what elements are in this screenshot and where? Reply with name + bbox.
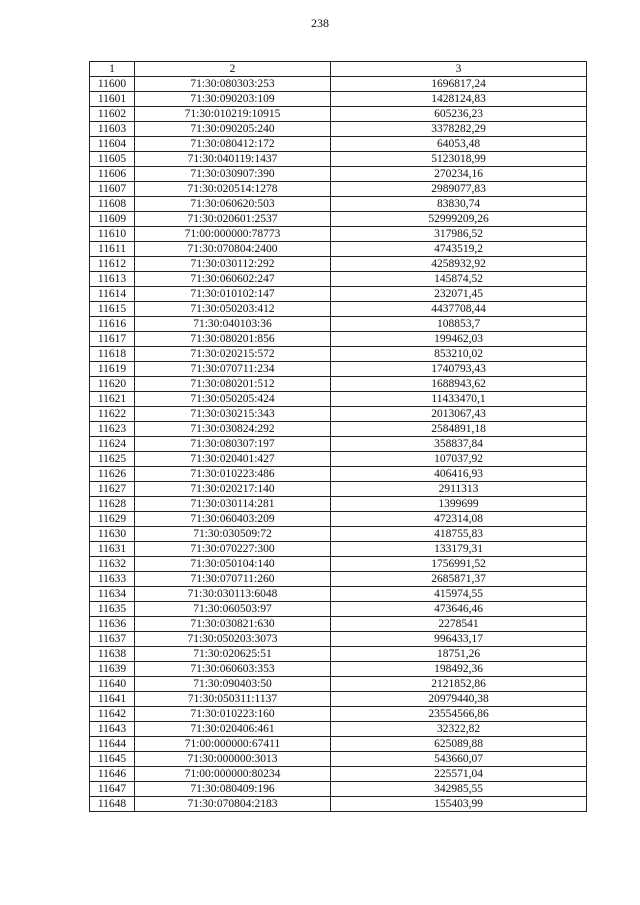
table-row (90, 437, 587, 452)
cadastral-number-cell: 71:30:070711:260 (135, 572, 331, 587)
table-row (90, 797, 587, 812)
table-row (90, 677, 587, 692)
table-row (90, 617, 587, 632)
row-number-cell: 11604 (90, 137, 135, 152)
value-cell: 2989077,83 (331, 182, 587, 197)
table-row (90, 407, 587, 422)
value-cell: 145874,52 (331, 272, 587, 287)
cadastral-number-cell: 71:30:070711:234 (135, 362, 331, 377)
value-cell: 20979440,38 (331, 692, 587, 707)
row-number-cell: 11641 (90, 692, 135, 707)
row-number-cell: 11632 (90, 557, 135, 572)
cadastral-number-cell: 71:30:040119:1437 (135, 152, 331, 167)
row-number-cell: 11618 (90, 347, 135, 362)
value-cell: 418755,83 (331, 527, 587, 542)
table-row (90, 662, 587, 677)
value-cell: 543660,07 (331, 752, 587, 767)
value-cell: 108853,7 (331, 317, 587, 332)
table-row (90, 332, 587, 347)
value-cell: 1756991,52 (331, 557, 587, 572)
table-row (90, 482, 587, 497)
cadastral-number-cell: 71:30:060503:97 (135, 602, 331, 617)
row-number-cell: 11613 (90, 272, 135, 287)
table-row (90, 92, 587, 107)
row-number-cell: 11625 (90, 452, 135, 467)
cadastral-number-cell: 71:30:080409:196 (135, 782, 331, 797)
table-row (90, 512, 587, 527)
table-row (90, 527, 587, 542)
value-cell: 2278541 (331, 617, 587, 632)
row-number-cell: 11606 (90, 167, 135, 182)
value-cell: 32322,82 (331, 722, 587, 737)
row-number-cell: 11610 (90, 227, 135, 242)
table-row (90, 692, 587, 707)
row-number-cell: 11607 (90, 182, 135, 197)
table-row (90, 752, 587, 767)
row-number-cell: 11623 (90, 422, 135, 437)
column-header: 1 (90, 62, 135, 77)
cadastral-number-cell: 71:30:090205:240 (135, 122, 331, 137)
table-row (90, 587, 587, 602)
row-number-cell: 11615 (90, 302, 135, 317)
row-number-cell: 11636 (90, 617, 135, 632)
table-row (90, 272, 587, 287)
value-cell: 625089,88 (331, 737, 587, 752)
cadastral-number-cell: 71:30:070804:2183 (135, 797, 331, 812)
column-header: 2 (135, 62, 331, 77)
cadastral-number-cell: 71:30:080412:172 (135, 137, 331, 152)
row-number-cell: 11601 (90, 92, 135, 107)
cadastral-number-cell: 71:30:050104:140 (135, 557, 331, 572)
cadastral-number-cell: 71:30:060602:247 (135, 272, 331, 287)
cadastral-number-cell: 71:30:080201:856 (135, 332, 331, 347)
row-number-cell: 11648 (90, 797, 135, 812)
row-number-cell: 11640 (90, 677, 135, 692)
value-cell: 996433,17 (331, 632, 587, 647)
row-number-cell: 11614 (90, 287, 135, 302)
table-row (90, 242, 587, 257)
cadastral-number-cell: 71:30:020625:51 (135, 647, 331, 662)
table-row (90, 467, 587, 482)
value-cell: 2584891,18 (331, 422, 587, 437)
cadastral-number-cell: 71:00:000000:67411 (135, 737, 331, 752)
table-row (90, 362, 587, 377)
cadastral-number-cell: 71:30:020601:2537 (135, 212, 331, 227)
cadastral-number-cell: 71:30:020406:461 (135, 722, 331, 737)
row-number-cell: 11627 (90, 482, 135, 497)
row-number-cell: 11635 (90, 602, 135, 617)
value-cell: 155403,99 (331, 797, 587, 812)
value-cell: 52999209,26 (331, 212, 587, 227)
value-cell: 83830,74 (331, 197, 587, 212)
cadastral-number-cell: 71:30:030114:281 (135, 497, 331, 512)
cadastral-number-cell: 71:30:050203:412 (135, 302, 331, 317)
row-number-cell: 11600 (90, 77, 135, 92)
table-row (90, 122, 587, 137)
table-row (90, 257, 587, 272)
table-row (90, 302, 587, 317)
table-row (90, 557, 587, 572)
row-number-cell: 11642 (90, 707, 135, 722)
column-header: 3 (331, 62, 587, 77)
table-row (90, 182, 587, 197)
value-cell: 473646,46 (331, 602, 587, 617)
row-number-cell: 11644 (90, 737, 135, 752)
value-cell: 199462,03 (331, 332, 587, 347)
cadastral-number-cell: 71:30:010223:486 (135, 467, 331, 482)
row-number-cell: 11633 (90, 572, 135, 587)
row-number-cell: 11608 (90, 197, 135, 212)
row-number-cell: 11626 (90, 467, 135, 482)
cadastral-number-cell: 71:30:000000:3013 (135, 752, 331, 767)
row-number-cell: 11637 (90, 632, 135, 647)
cadastral-number-cell: 71:30:010219:10915 (135, 107, 331, 122)
cadastral-number-cell: 71:30:040103:36 (135, 317, 331, 332)
table-row (90, 737, 587, 752)
value-cell: 342985,55 (331, 782, 587, 797)
cadastral-number-cell: 71:00:000000:80234 (135, 767, 331, 782)
table-row (90, 767, 587, 782)
cadastral-number-cell: 71:30:090203:109 (135, 92, 331, 107)
row-number-cell: 11639 (90, 662, 135, 677)
cadastral-number-cell: 71:30:030824:292 (135, 422, 331, 437)
cadastral-number-cell: 71:30:060620:503 (135, 197, 331, 212)
cadastral-number-cell: 71:30:020401:427 (135, 452, 331, 467)
table-row (90, 377, 587, 392)
cadastral-number-cell: 71:30:010102:147 (135, 287, 331, 302)
cadastral-number-cell: 71:30:060603:353 (135, 662, 331, 677)
page-number: 238 (311, 16, 329, 30)
cadastral-number-cell: 71:30:020514:1278 (135, 182, 331, 197)
value-cell: 2121852,86 (331, 677, 587, 692)
value-cell: 358837,84 (331, 437, 587, 452)
table-row (90, 497, 587, 512)
row-number-cell: 11643 (90, 722, 135, 737)
value-cell: 23554566,86 (331, 707, 587, 722)
cadastral-number-cell: 71:30:030509:72 (135, 527, 331, 542)
value-cell: 1428124,83 (331, 92, 587, 107)
value-cell: 64053,48 (331, 137, 587, 152)
row-number-cell: 11624 (90, 437, 135, 452)
row-number-cell: 11646 (90, 767, 135, 782)
value-cell: 406416,93 (331, 467, 587, 482)
table-row (90, 107, 587, 122)
row-number-cell: 11629 (90, 512, 135, 527)
table-row (90, 572, 587, 587)
value-cell: 4437708,44 (331, 302, 587, 317)
row-number-cell: 11611 (90, 242, 135, 257)
value-cell: 1740793,43 (331, 362, 587, 377)
cadastral-number-cell: 71:30:050205:424 (135, 392, 331, 407)
value-cell: 270234,16 (331, 167, 587, 182)
row-number-cell: 11634 (90, 587, 135, 602)
table-row (90, 542, 587, 557)
table-row (90, 167, 587, 182)
value-cell: 1399699 (331, 497, 587, 512)
value-cell: 317986,52 (331, 227, 587, 242)
table-row (90, 782, 587, 797)
table-row (90, 452, 587, 467)
table-row (90, 347, 587, 362)
table-row (90, 317, 587, 332)
value-cell: 2685871,37 (331, 572, 587, 587)
table-row (90, 212, 587, 227)
value-cell: 1688943,62 (331, 377, 587, 392)
value-cell: 2911313 (331, 482, 587, 497)
cadastral-number-cell: 71:30:030907:390 (135, 167, 331, 182)
row-number-cell: 11602 (90, 107, 135, 122)
cadastral-number-cell: 71:30:030113:6048 (135, 587, 331, 602)
row-number-cell: 11616 (90, 317, 135, 332)
cadastral-number-cell: 71:30:010223:160 (135, 707, 331, 722)
cadastral-number-cell: 71:30:060403:209 (135, 512, 331, 527)
value-cell: 4743519,2 (331, 242, 587, 257)
table-row (90, 632, 587, 647)
value-cell: 605236,23 (331, 107, 587, 122)
table-row (90, 77, 587, 92)
value-cell: 232071,45 (331, 287, 587, 302)
value-cell: 133179,31 (331, 542, 587, 557)
value-cell: 11433470,1 (331, 392, 587, 407)
table-row (90, 197, 587, 212)
cadastral-number-cell: 71:30:070227:300 (135, 542, 331, 557)
cadastral-number-cell: 71:30:020215:572 (135, 347, 331, 362)
table-row (90, 647, 587, 662)
table-row (90, 287, 587, 302)
cadastral-number-cell: 71:30:030112:292 (135, 257, 331, 272)
cadastral-number-cell: 71:30:020217:140 (135, 482, 331, 497)
value-cell: 18751,26 (331, 647, 587, 662)
cadastral-number-cell: 71:30:030215:343 (135, 407, 331, 422)
cadastral-number-cell: 71:30:050311:1137 (135, 692, 331, 707)
row-number-cell: 11621 (90, 392, 135, 407)
table-row (90, 227, 587, 242)
row-number-cell: 11628 (90, 497, 135, 512)
row-number-cell: 11622 (90, 407, 135, 422)
value-cell: 415974,55 (331, 587, 587, 602)
cadastral-number-cell: 71:30:090403:50 (135, 677, 331, 692)
value-cell: 472314,08 (331, 512, 587, 527)
row-number-cell: 11647 (90, 782, 135, 797)
table-row (90, 392, 587, 407)
row-number-cell: 11603 (90, 122, 135, 137)
row-number-cell: 11645 (90, 752, 135, 767)
table-header-row (90, 62, 587, 77)
table-row (90, 722, 587, 737)
row-number-cell: 11630 (90, 527, 135, 542)
value-cell: 107037,92 (331, 452, 587, 467)
table-body (90, 62, 587, 812)
row-number-cell: 11620 (90, 377, 135, 392)
value-cell: 2013067,43 (331, 407, 587, 422)
table-row (90, 422, 587, 437)
data-table (89, 61, 587, 812)
row-number-cell: 11609 (90, 212, 135, 227)
row-number-cell: 11605 (90, 152, 135, 167)
value-cell: 853210,02 (331, 347, 587, 362)
row-number-cell: 11612 (90, 257, 135, 272)
cadastral-number-cell: 71:30:050203:3073 (135, 632, 331, 647)
value-cell: 3378282,29 (331, 122, 587, 137)
table-row (90, 707, 587, 722)
value-cell: 5123018,99 (331, 152, 587, 167)
row-number-cell: 11619 (90, 362, 135, 377)
value-cell: 225571,04 (331, 767, 587, 782)
table-row (90, 602, 587, 617)
cadastral-number-cell: 71:30:080303:253 (135, 77, 331, 92)
table-row (90, 137, 587, 152)
cadastral-number-cell: 71:00:000000:78773 (135, 227, 331, 242)
table-row (90, 152, 587, 167)
cadastral-number-cell: 71:30:080201:512 (135, 377, 331, 392)
value-cell: 198492,36 (331, 662, 587, 677)
cadastral-number-cell: 71:30:070804:2400 (135, 242, 331, 257)
row-number-cell: 11617 (90, 332, 135, 347)
cadastral-number-cell: 71:30:080307:197 (135, 437, 331, 452)
row-number-cell: 11631 (90, 542, 135, 557)
row-number-cell: 11638 (90, 647, 135, 662)
value-cell: 1696817,24 (331, 77, 587, 92)
cadastral-number-cell: 71:30:030821:630 (135, 617, 331, 632)
value-cell: 4258932,92 (331, 257, 587, 272)
